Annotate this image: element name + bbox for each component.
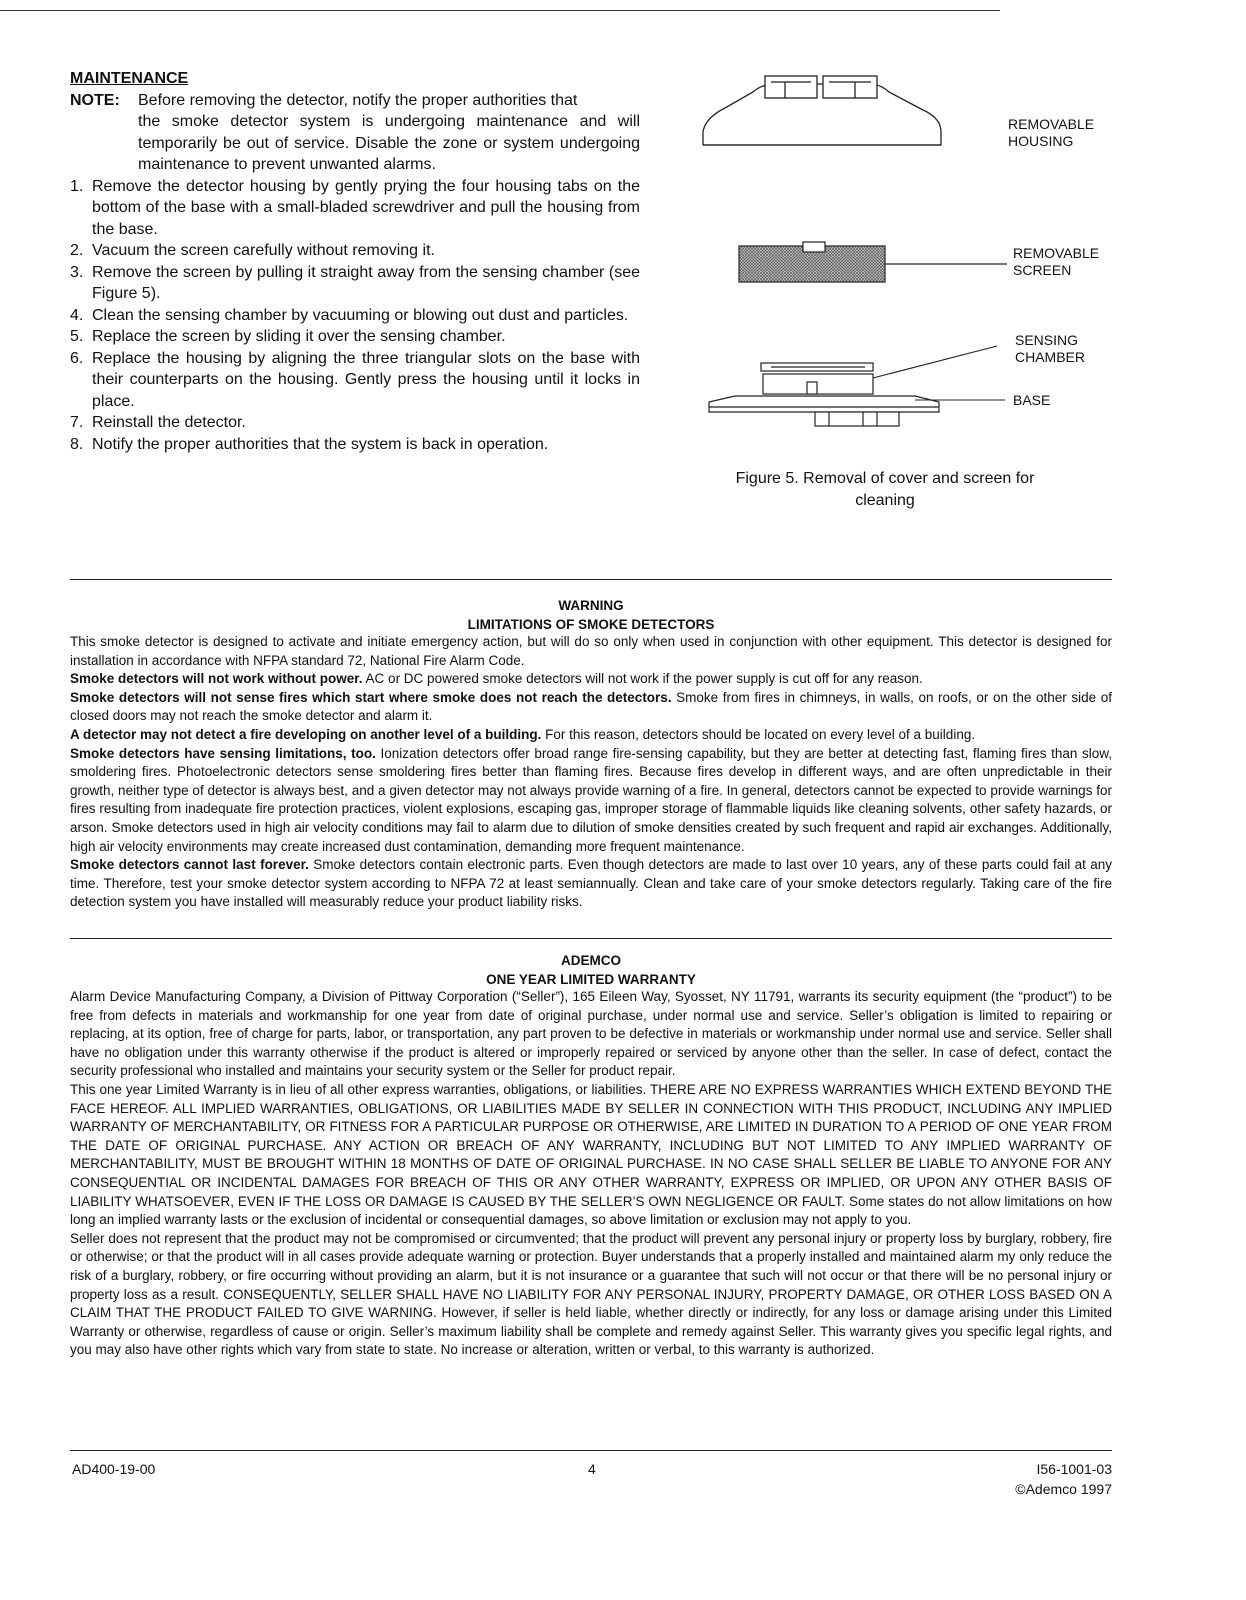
step-text: Remove the detector housing by gently prying the four housing tabs on the bottom of the base with a small-bladed screwdriver and pull the housing from the base.	[92, 177, 640, 238]
label-line: HOUSING	[1008, 133, 1074, 149]
warranty-paragraph: This one year Limited Warranty is in lieu of all other express warranties, obligations, or liabilities. THERE ARE NO EXPRESS WARRANTIES WHICH EXTEND BEYOND THE FACE HEREOF. ALL IMPLIED WARRANTIES, OBLIGATIONS, OR LIABILITIES MADE BY SELLER IN CONNECTION WITH THIS PRODUCT, INCLUDING ANY IMPLIED WARRANTY OF MERCHANTABILITY, OR FITNESS FOR A PARTICULAR PURPOSE OR OTHERWISE, ARE LIMITED IN DURATION TO A PERIOD OF ONE YEAR FROM THE DATE OF ORIGINAL PURCHASE. ANY ACTION OR BREACH OF ANY WARRANTY, INCLUDING BUT NOT LIMITED TO ANY IMPLIED WARRANTY OF MERCHANTABILITY, MUST BE BROUGHT WITHIN 18 MONTHS OF DATE OF ORIGINAL PURCHASE. IN NO CASE SHALL SELLER BE LIABLE TO ANYONE FOR ANY CONSEQUENTIAL OR INCIDENTAL DAMAGES FOR BREACH OF THIS OR ANY OTHER WARRANTY, EXPRESS OR IMPLIED, OR UPON ANY OTHER BASIS OF LIABILITY WHATSOEVER, EVEN IF THE LOSS OR DAMAGE IS CAUSED BY THE SELLER’S OWN NEGLIGENCE OR FAULT. Some states do not allow limitations on how long an implied warranty lasts or the exclusion of incidental or consequential damages, so above limitation or exclusion may not apply to you.	[70, 1081, 1112, 1228]
section-rule	[70, 579, 1112, 580]
step-number: 8.	[70, 435, 84, 453]
warning-paragraph	[70, 726, 1112, 745]
note-first-line: Before removing the detector, notify the proper authorities that	[138, 91, 578, 109]
figure-caption	[695, 468, 1075, 512]
step-text: Clean the sensing chamber by vacuuming or blowing out dust and particles.	[92, 306, 629, 324]
paragraph-text: AC or DC powered smoke detectors will not work if the power supply is cut off for any reason.	[362, 671, 923, 687]
step-number: 7.	[70, 414, 84, 431]
heading-line: ADEMCO	[561, 953, 621, 968]
paragraph-lead: Smoke detectors cannot last forever.	[70, 857, 309, 873]
step-number: 5.	[70, 328, 84, 345]
step-item	[70, 262, 640, 305]
top-rule	[0, 10, 1000, 11]
section-rule	[70, 938, 1112, 939]
label-line: REMOVABLE	[1013, 245, 1100, 261]
heading-line: LIMITATIONS OF SMOKE DETECTORS	[467, 617, 715, 632]
step-number: 1.	[70, 177, 84, 195]
paragraph-lead: Smoke detectors have sensing limitations, too.	[70, 745, 376, 761]
warranty-heading	[70, 951, 1112, 989]
maintenance-note	[70, 90, 640, 112]
warning-heading	[70, 596, 1112, 634]
footer-rule	[70, 1450, 1112, 1451]
part-number: I56-1001-03	[1036, 1461, 1112, 1477]
label-base: BASE	[1013, 392, 1051, 408]
step-text: Vacuum the screen carefully without removing it.	[92, 242, 435, 259]
paragraph-lead: Smoke detectors will not sense fires which start where smoke does not reach the detectors.	[70, 689, 672, 705]
warning-paragraph	[70, 745, 1112, 857]
paragraph-text: Ionization detectors offer broad range fire-sensing capability, but they are better at detecting fast, flaming fires than slow, smoldering fires. Photoelectronic detectors sense smoldering fires better than flaming fires. Because fires develop in different ways, and are often unpredictable in their growth, neither type of detector is always best, and a given detector may not always provide warning of a fire. In general, detectors cannot be expected to provide warnings for fires resulting from inadequate fire protection practices, violent explosions, escaping gas, improper storage of flammable liquids like cleaning solvents, other safety hazards, or arson. Smoke detectors used in high air velocity conditions may fail to alarm due to dilution of smoke densities created by such frequent and rapid air exchanges. Additionally, high air velocity environments may create increased dust contamination, demanding more frequent maintenance.	[70, 745, 1112, 854]
step-item	[70, 348, 640, 413]
step-text: Notify the proper authorities that the system is back in operation.	[92, 435, 549, 453]
label-line: REMOVABLE	[1008, 116, 1095, 132]
paragraph-text: Smoke detectors contain electronic parts. Even though detectors are made to last over 10 years, any of these parts could fail at any time. Therefore, test your smoke detector system according to NFPA 72 at least semiannually. Clean and take care of your smoke detectors regularly. Taking care of the fire detection system you have installed will measurably reduce your product liability risks.	[70, 857, 1112, 910]
maintenance-title: MAINTENANCE	[70, 70, 189, 87]
maintenance-section	[70, 68, 640, 455]
label-line: SENSING	[1015, 332, 1079, 348]
warranty-paragraph: Seller does not represent that the product may not be compromised or circumvented; that the product will prevent any personal injury or property loss by burglary, robbery, fire or otherwise; or that the product will in all cases provide adequate warning or protection. Buyer understands that a properly installed and maintained alarm my only reduce the risk of a burglary, robbery, or fire occurring without providing an alarm, but it is not insurance or a guarantee that such will not occur or that there will be no personal injury or property loss as a result. CONSEQUENTLY, SELLER SHALL HAVE NO LIABILITY FOR ANY PERSONAL INJURY, PROPERTY DAMAGE, OR OTHER LOSS BASED ON A CLAIM THAT THE PRODUCT FAILED TO GIVE WARNING. However, if seller is held liable, whether directly or indirectly, for any loss or damage arising under this Limited Warranty or otherwise, regardless of cause or origin. Seller’s maximum liability shall be complete and remedy against Seller. This warranty gives you specific legal rights, and you may also have other rights which vary from state to state. No increase or alteration, written or verbal, to this warranty is authorized.	[70, 1230, 1112, 1358]
caption-line: cleaning	[855, 492, 915, 509]
label-removable-housing	[1008, 116, 1094, 150]
step-text: Replace the housing by aligning the three triangular slots on the base with their counterparts on the housing. Gently press the housing until it locks in place.	[92, 349, 640, 410]
copyright: ©Ademco 1997	[1015, 1481, 1112, 1497]
warning-paragraph: This smoke detector is designed to activate and initiate emergency action, but will do so only when used in conjunction with other equipment. This detector is designed for installation in accordance with NFPA standard 72, National Fire Alarm Code.	[70, 634, 1112, 668]
warning-paragraph	[70, 856, 1112, 912]
figure-5	[695, 60, 1135, 520]
heading-line: WARNING	[558, 598, 624, 613]
warning-paragraph	[70, 670, 1112, 689]
base-drawing	[709, 363, 939, 426]
paragraph-lead: A detector may not detect a fire developing on another level of a building.	[70, 726, 542, 742]
part-number-block	[970, 1459, 1112, 1499]
step-text: Replace the screen by sliding it over the sensing chamber.	[92, 328, 506, 345]
paragraph-lead: Smoke detectors will not work without power.	[70, 671, 363, 687]
maintenance-steps	[70, 176, 640, 456]
warranty-paragraph: Alarm Device Manufacturing Company, a Division of Pittway Corporation (“Seller”), 165 Eileen Way, Syosset, NY 11791, warrants its security equipment (the “product”) to be free from defects in materials and workmanship for one year from date of original purchase, under normal use and service. Seller’s obligation is limited to repairing or replacing, at its option, free of charge for parts, labor, or transportation, any part proven to be defective in materials or workmanship under normal use and service. Seller shall have no obligation under this warranty otherwise if the product is altered or improperly repaired or serviced by anyone other than the seller. In case of defect, contact the security professional who installed and maintains your security system or the Seller for product repair.	[70, 989, 1112, 1079]
housing-drawing	[703, 76, 941, 145]
step-text: Reinstall the detector.	[92, 414, 246, 431]
note-continuation: the smoke detector system is undergoing maintenance and will temporarily be out of service. Disable the zone or system undergoing maintenance to prevent unwanted alarms.	[138, 113, 640, 173]
label-removable-screen	[1013, 245, 1099, 279]
step-item	[70, 326, 640, 348]
step-text: Remove the screen by pulling it straight away from the sensing chamber (see Figure 5).	[92, 263, 640, 302]
heading-line: ONE YEAR LIMITED WARRANTY	[486, 972, 696, 987]
leader-lines	[873, 346, 1005, 400]
step-number: 3.	[70, 263, 84, 281]
doc-code: AD400-19-00	[72, 1461, 156, 1477]
caption-line: Figure 5. Removal of cover and screen for	[735, 470, 1035, 487]
step-number: 4.	[70, 306, 84, 324]
step-number: 2.	[70, 242, 84, 259]
step-item	[70, 176, 640, 241]
warranty-body	[70, 988, 1112, 1360]
label-line: CHAMBER	[1015, 349, 1086, 365]
screen-drawing	[739, 242, 1007, 282]
paragraph-text: For this reason, detectors should be located on every level of a building.	[541, 726, 976, 742]
step-number: 6.	[70, 349, 84, 367]
note-label: NOTE:	[70, 91, 120, 109]
warning-body	[70, 633, 1112, 912]
step-item	[70, 240, 640, 262]
label-sensing-chamber	[1015, 332, 1085, 366]
page-number: 4	[588, 1461, 596, 1477]
paragraph-text: Smoke from fires in chimneys, in walls, on roofs, or on the other side of closed doors may not reach the smoke detector and alarm it.	[70, 689, 1112, 724]
step-item	[70, 434, 640, 456]
step-item	[70, 305, 640, 327]
warning-paragraph	[70, 689, 1112, 726]
label-line: SCREEN	[1013, 262, 1072, 278]
step-item	[70, 412, 640, 434]
